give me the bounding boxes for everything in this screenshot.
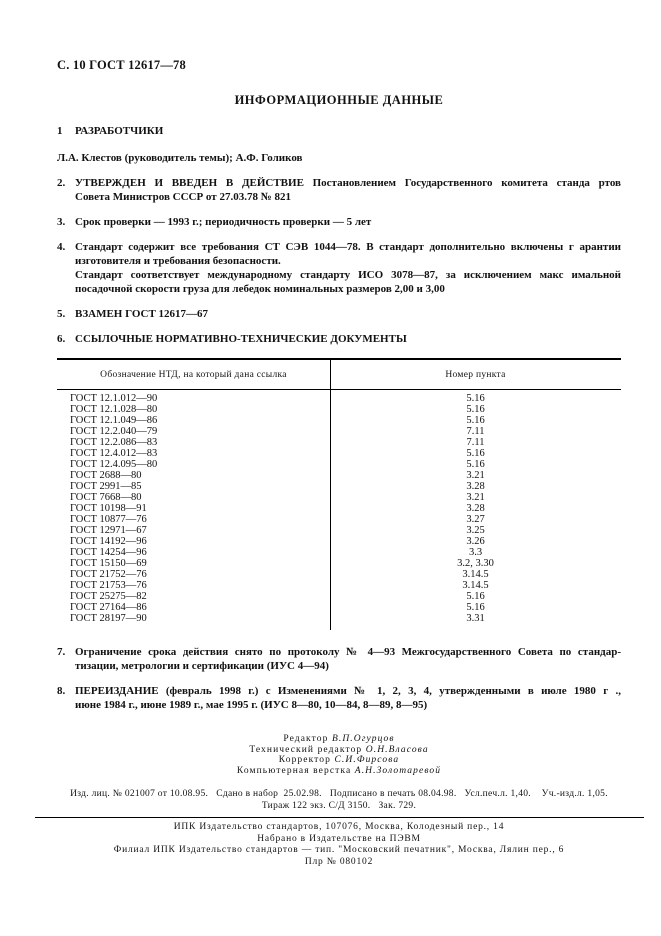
credit-name: В.П.Огурцов [331,734,395,744]
publisher-line: Набрано в Издательстве на ПЭВМ [257,833,421,844]
table-row [57,591,621,602]
section-3 [57,215,621,229]
section-5 [57,307,621,321]
imprint-divider [35,817,644,818]
cell-punkt: 3.28 [466,481,485,492]
credit-label: Редактор [283,734,329,744]
section-8-line: ПЕРЕИЗДАНИЕ (февраль 1998 г.) с Изменениями № 1, 2, 3, 4, утвержденными в июле 1980 г ., [75,685,621,697]
section-2-line: УТВЕРЖДЕН И ВВЕДЕН В ДЕЙСТВИЕ Постановлением Государственного комитета станда ртов [75,177,621,189]
document-title: ИНФОРМАЦИОННЫЕ ДАННЫЕ [234,93,444,107]
cell-ntd: ГОСТ 7668—80 [70,492,142,503]
references-table [57,358,621,630]
section-5-number: 5. [57,308,66,320]
publisher-line: ИПК Издательство стандартов, 107076, Москва, Колодезный пер., 14 [173,822,505,832]
section-2 [57,176,621,204]
table-row [57,437,621,448]
table-row [57,514,621,525]
publisher-line: Филиал ИПК Издательство стандартов — тип. "Московский печатник", Москва, Лялин пер., 6 [113,845,565,855]
credit-label: Технический редактор [249,744,363,755]
cell-punkt: 5.16 [466,404,485,415]
section-4-line: изготовителя и требования безопасности. [75,255,281,267]
cell-punkt: 3.21 [466,492,485,503]
table-row [57,481,621,492]
section-1 [57,124,621,138]
cell-ntd: ГОСТ 15150—69 [70,558,147,569]
cell-ntd: ГОСТ 28197—90 [70,613,147,624]
cell-punkt: 5.16 [466,591,485,602]
section-2-number: 2. [57,177,66,189]
table-row [57,580,621,591]
section-4-line: посадочной скорости груза для лебедок номинальных размеров 2,00 и 3,00 [75,283,445,295]
section-7 [57,645,621,673]
table-row [57,536,621,547]
section-4-number: 4. [57,241,66,253]
cell-punkt: 3.14.5 [462,580,489,591]
credits-block [57,734,621,776]
credit-line [57,766,621,777]
section-4-line: Стандарт содержит все требования СТ СЭВ 1044—78. В стандарт дополнительно включены г арантии [75,241,621,253]
cell-punkt: 5.16 [466,459,485,470]
cell-punkt: 5.16 [466,602,485,613]
publisher-line: Плр № 080102 [304,856,374,867]
table-row [57,503,621,514]
table-row [57,393,621,404]
cell-ntd: ГОСТ 10877—76 [70,514,147,525]
table-row [57,602,621,613]
credit-label: Корректор [278,755,332,765]
cell-ntd: ГОСТ 21753—76 [70,580,147,591]
section-8-line: июне 1984 г., июне 1989 г., мае 1995 г. (ИУС 8—80, 10—84, 8—89, 8—95) [75,699,428,711]
cell-punkt: 3.3 [468,547,483,558]
table-row [57,448,621,459]
table-column-divider [330,360,331,630]
credit-name: О.Н.Власова [365,744,429,755]
cell-punkt: 7.11 [466,437,485,448]
table-body [57,390,621,624]
cell-punkt: 5.16 [466,448,485,459]
cell-punkt: 3.2, 3.30 [457,558,494,569]
imprint-block [57,788,621,868]
cell-punkt: 7.11 [466,426,485,437]
cell-ntd: ГОСТ 2688—80 [70,470,142,481]
table-row [57,558,621,569]
cell-punkt: 3.14.5 [462,569,489,580]
table-header-punkt: Номер пункта [445,370,506,380]
cell-ntd: ГОСТ 25275—82 [70,591,147,602]
cell-punkt: 3.27 [466,514,485,525]
credit-line [57,734,621,745]
cell-ntd: ГОСТ 12.1.012—90 [70,393,158,404]
section-8 [57,684,621,712]
table-row [57,404,621,415]
cell-punkt: 5.16 [466,393,485,404]
table-row [57,569,621,580]
section-3-line: Срок проверки — 1993 г.; периодичность проверки — 5 лет [75,216,372,228]
section-1-number: 1 [57,125,63,137]
section-7-line: тизации, метрологии и сертификации (ИУС 4—94) [75,660,329,672]
section-5-line: ВЗАМЕН ГОСТ 12617—67 [75,308,209,320]
section-6 [57,332,621,346]
table-header-row [57,360,621,390]
cell-ntd: ГОСТ 12.2.040—79 [70,426,158,437]
section-8-number: 8. [57,685,66,697]
section-7-number: 7. [57,646,66,658]
table-row [57,470,621,481]
cell-ntd: ГОСТ 14192—96 [70,536,147,547]
table-header-ntd: Обозначение НТД, на который дана ссылка [100,370,287,380]
credit-label: Компьютерная верстка [236,765,352,776]
cell-ntd: ГОСТ 12.4.095—80 [70,459,158,470]
credit-name: С.И.Фирсова [334,755,400,765]
cell-ntd: ГОСТ 2991—85 [70,481,142,492]
cell-ntd: ГОСТ 12.1.049—86 [70,415,158,426]
document-page [57,58,621,868]
imprint-line-2: Тираж 122 экз. С/Д 3150. Зак. 729. [261,801,417,811]
credit-line [57,745,621,756]
cell-punkt: 3.28 [466,503,485,514]
section-2-line: Совета Министров СССР от 27.03.78 № 821 [75,191,291,203]
cell-ntd: ГОСТ 21752—76 [70,569,147,580]
table-row [57,459,621,470]
cell-ntd: ГОСТ 14254—96 [70,547,147,558]
table-row [57,613,621,624]
table-row [57,525,621,536]
cell-ntd: ГОСТ 12.2.086—83 [70,437,158,448]
cell-ntd: ГОСТ 12.1.028—80 [70,404,158,415]
imprint-line-1: Изд. лиц. № 021007 от 10.08.95. Сдано в набор 25.02.98. Подписано в печать 08.04.98. Усл.печ.л. 1,40. Уч.-изд.л. 1,05. [70,789,608,799]
table-row [57,426,621,437]
section-7-line: Ограничение срока действия снято по протоколу № 4—93 Межгосударственного Совета по стандар- [75,646,621,658]
section-4-line: Стандарт соответствует международному стандарту ИСО 3078—87, за исключением макс имальной [75,269,621,281]
cell-punkt: 5.16 [466,415,485,426]
page-header: С. 10 ГОСТ 12617—78 [57,58,186,72]
table-row [57,415,621,426]
cell-ntd: ГОСТ 12971—67 [70,525,147,536]
cell-ntd: ГОСТ 12.4.012—83 [70,448,158,459]
developers-line: Л.А. Клестов (руководитель темы); А.Ф. Голиков [57,152,303,164]
cell-punkt: 3.26 [466,536,485,547]
cell-ntd: ГОСТ 27164—86 [70,602,147,613]
section-1-heading: РАЗРАБОТЧИКИ [75,125,164,137]
cell-punkt: 3.21 [466,470,485,481]
cell-punkt: 3.25 [466,525,485,536]
credit-name: А.Н.Золотаревой [354,765,442,776]
credit-line [57,755,621,766]
section-3-number: 3. [57,216,66,228]
cell-punkt: 3.31 [466,613,485,624]
table-row [57,547,621,558]
section-6-number: 6. [57,333,66,345]
table-row [57,492,621,503]
section-6-heading: ССЫЛОЧНЫЕ НОРМАТИВНО-ТЕХНИЧЕСКИЕ ДОКУМЕНТЫ [75,333,407,345]
section-4 [57,240,621,296]
cell-ntd: ГОСТ 10198—91 [70,503,147,514]
